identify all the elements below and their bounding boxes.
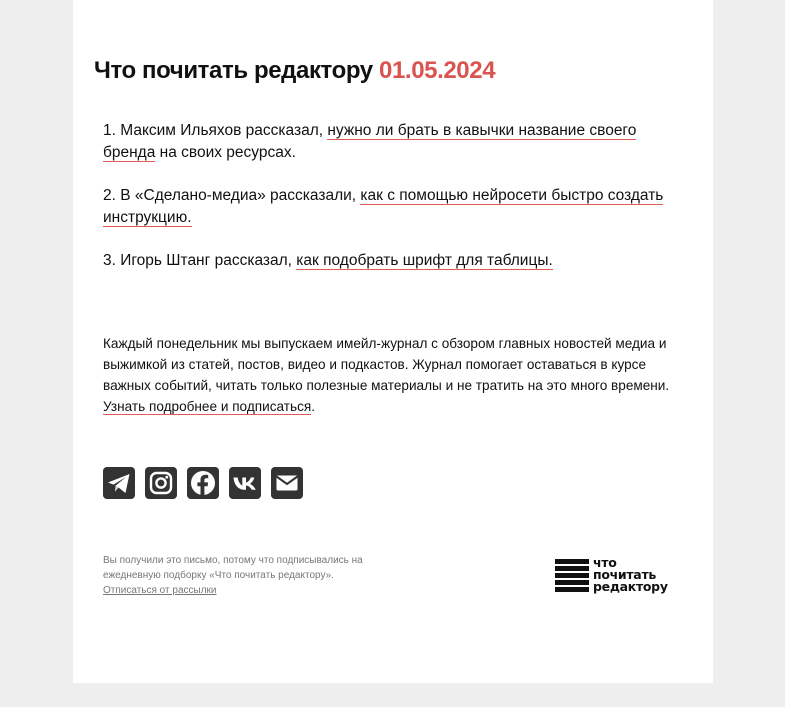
list-item: 2. В «Сделано-медиа» рассказали, как с помощью нейросети быстро создать инструкцию.: [103, 187, 664, 226]
unsubscribe-link[interactable]: Отписаться от рассылки: [103, 585, 217, 596]
title-date: 01.05.2024: [379, 57, 496, 84]
logo-wordmark: что почитать редактору: [593, 555, 668, 594]
instagram-icon[interactable]: [145, 467, 177, 499]
vk-icon[interactable]: [229, 467, 261, 499]
telegram-icon[interactable]: [103, 467, 135, 499]
page-title: [94, 57, 495, 85]
news-link-3[interactable]: как подобрать шрифт для таблицы.: [296, 252, 553, 269]
news-link-2[interactable]: как с помощью нейросети быстро создать инструкцию.: [103, 187, 664, 226]
social-links: [103, 467, 313, 499]
news-list: [103, 120, 683, 293]
logo-mark: [555, 559, 589, 592]
email-icon[interactable]: [271, 467, 303, 499]
list-item: 1. Максим Ильяхов рассказал, нужно ли брать в кавычки название своего бренда на своих ресурсах.: [103, 122, 637, 161]
footer-notice: Вы получили это письмо, потому что подписывались на ежедневную подборку «Что почитать редактору». Отписаться от рассылки: [103, 555, 363, 596]
about-text: Каждый понедельник мы выпускаем имейл-журнал с обзором главных новостей медиа и выжимкой из статей, постов, видео и подкастов. Журнал помогает оставаться в курсе важных событий, читать только полезные материалы и не тратить на это много времени. Узнать подробнее и подписаться.: [103, 336, 670, 414]
subscribe-link[interactable]: Узнать подробнее и подписаться: [103, 399, 312, 414]
news-link-1[interactable]: нужно ли брать в кавычки название своего бренда: [103, 122, 637, 161]
email-card: [73, 0, 713, 683]
logo: [555, 557, 685, 593]
facebook-icon[interactable]: [187, 467, 219, 499]
list-item: 3. Игорь Штанг рассказал, как подобрать шрифт для таблицы.: [103, 252, 553, 269]
title-text: Что почитать редактору: [94, 57, 373, 84]
